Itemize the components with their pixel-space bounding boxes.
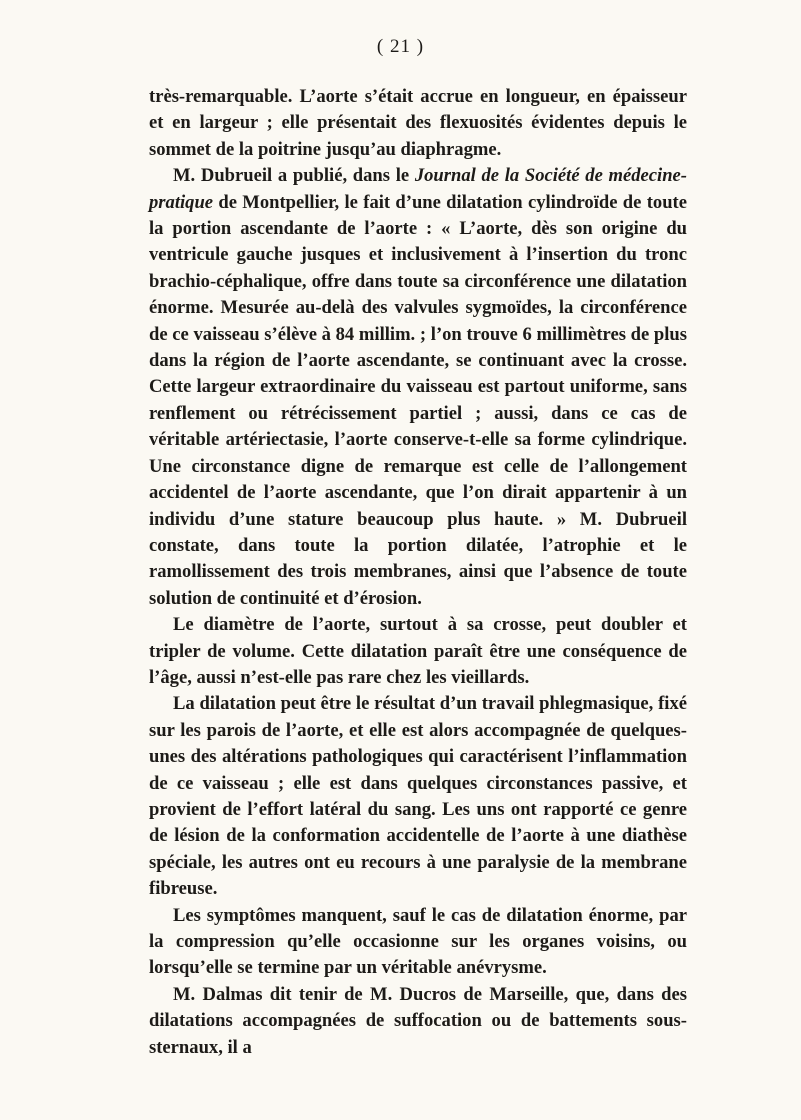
paragraph-6: M. Dalmas dit tenir de M. Ducros de Marseille, que, dans des dilatations accompagnées de suffocation ou de battements sous-sternaux, il a	[149, 983, 687, 1058]
paragraph-2-end: de Montpellier, le fait d’une dilatation cylindroïde de toute la portion ascendante de l’aorte : « L’aorte, dès son origine du ventricule gauche jusques et inclusivement à l’insertion du tronc brachio-céphalique, offre dans toute sa circonférence une dilatation énorme. Mesurée au-delà des valvules sygmoïdes, la circonférence de ce vaisseau s’élève à 84 millim. ; l’on trouve 6 millimètres de plus dans la région de l’aorte ascendante, se continuant avec la crosse. Cette largeur extraordinaire du vaisseau est partout uniforme, sans renflement ou rétrécissement partiel ; aussi, dans ce cas de véritable artériectasie, l’aorte conserve-t-elle sa forme cylindrique. Une circonstance digne de remarque est celle de l’allongement accidentel de l’aorte ascendante, que l’on dirait appartenir à un individu d’une stature beaucoup plus haute. » M. Dubrueil constate, dans toute la portion dilatée, l’atrophie et le ramollissement des trois membranes, ainsi que l’absence de toute solution de continuité et d’érosion.	[149, 191, 687, 609]
paragraph-4: La dilatation peut être le résultat d’un travail phlegmasique, fixé sur les parois de l’aorte, et elle est alors accompagnée de quelques-unes des altérations pathologiques qui caractérisent l’inflammation de ce vaisseau ; elle est dans quelques circonstances passive, et provient de l’effort latéral du sang. Les uns ont rapporté ce genre de lésion de la conformation accidentelle de l’aorte à une diathèse spéciale, les autres ont eu recours à une paralysie de la membrane fibreuse.	[149, 693, 687, 900]
paragraph-5: Les symptômes manquent, sauf le cas de dilatation énorme, par la compression qu’elle occasionne sur les organes voisins, ou lorsqu’elle se termine par un véritable anévrysme.	[149, 904, 687, 979]
page-number: ( 21 )	[376, 36, 425, 57]
paragraph-3: Le diamètre de l’aorte, surtout à sa crosse, peut doubler et tripler de volume. Cette dilatation paraît être une conséquence de l’âge, aussi n’est-elle pas rare chez les vieillards.	[149, 614, 687, 688]
paragraph-2-start: M. Dubrueil a publié, dans le	[173, 165, 415, 187]
paragraph-2	[149, 163, 687, 612]
paragraph-1: très-remarquable. L’aorte s’était accrue en longueur, en épaisseur et en largeur ; elle présentait des flexuosités évidentes depuis le sommet de la poitrine jusqu’au diaphragme.	[149, 86, 687, 160]
journal-title: Journal de la Société de médecine-pratique	[149, 165, 687, 213]
body-text	[149, 84, 687, 1061]
